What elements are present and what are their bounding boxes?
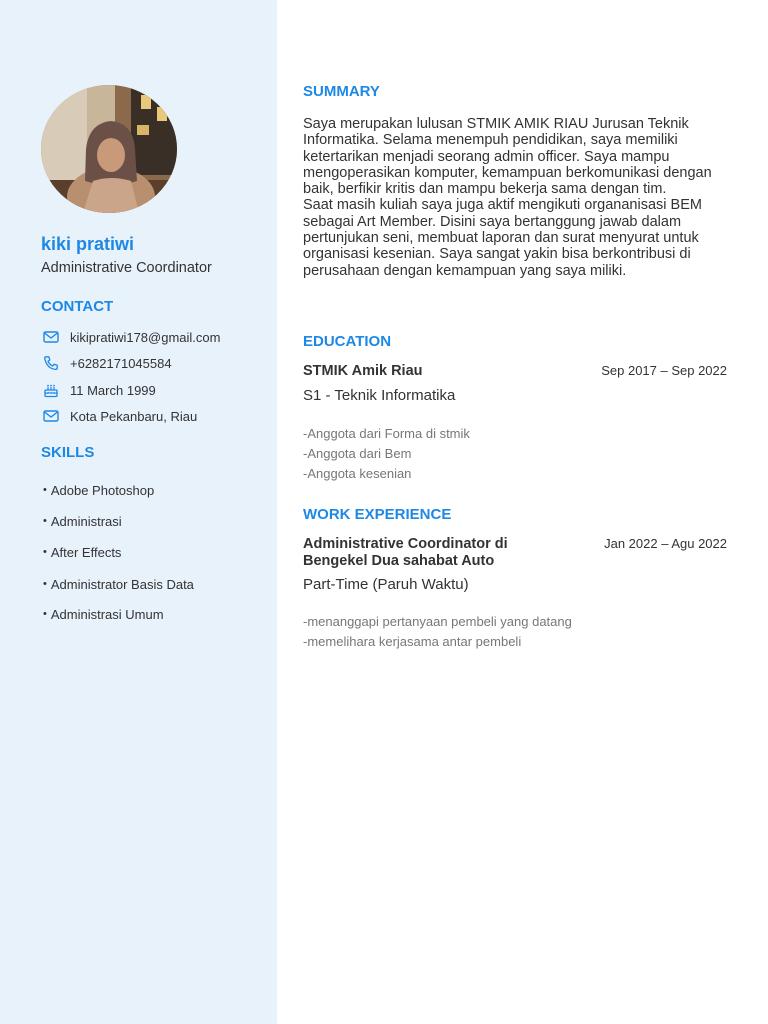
contact-email[interactable]	[43, 329, 220, 345]
contact-location	[43, 408, 197, 424]
summary-heading: SUMMARY	[303, 83, 380, 100]
work-detail: -menanggapi pertanyaan pembeli yang datang	[303, 614, 572, 629]
mail-icon	[43, 329, 59, 345]
mail-icon	[43, 408, 59, 424]
profile-name: kiki pratiwi	[41, 234, 135, 254]
summary-text	[303, 116, 728, 279]
contact-phone[interactable]	[43, 355, 172, 371]
education-heading: EDUCATION	[303, 333, 392, 350]
phone-icon	[43, 355, 59, 371]
education-dates: Sep 2017 – Sep 2022	[601, 363, 727, 378]
skill-item: • Administrator Basis Data	[43, 577, 194, 592]
education-detail: -Anggota kesenian	[303, 466, 412, 481]
profile-role: Administrative Coordinator	[41, 260, 212, 276]
summary-paragraph: Saat masih kuliah saya juga aktif mengikuti organanisasi BEM sebagai Art Member. Disini saya bertanggung jawab dalam pertunjukan seni, membuat laporan dan surat menyurat untuk organisasi kesenian. Saya sangat yakin bisa berkontribusi di perusahaan dengan kemampuan yang saya miliki.	[303, 197, 702, 279]
contact-birthday-text: 11 March 1999	[70, 382, 156, 398]
work-title-line: Administrative Coordinator di	[303, 536, 508, 552]
cake-icon	[43, 382, 59, 398]
work-title	[303, 536, 508, 569]
skill-item: • Administrasi Umum	[43, 607, 164, 622]
skills-heading: SKILLS	[41, 444, 95, 461]
summary-paragraph: Saya merupakan lulusan STMIK AMIK RIAU Jurusan Teknik Informatika. Selama menempuh pendidikan, saya memiliki ketertarikan menjadi seorang admin officer. Saya mampu mengoperasikan komputer, kemampuan berkomunikasi dengan baik, berfikir kritis dan mampu bekerja sama dengan tim.	[303, 116, 712, 198]
contact-location-text: Kota Pekanbaru, Riau	[70, 408, 198, 424]
skill-item: • Administrasi	[43, 514, 122, 529]
profile-photo	[41, 85, 177, 213]
education-detail: -Anggota dari Forma di stmik	[303, 426, 470, 441]
work-title-line: Bengekel Dua sahabat Auto	[303, 552, 495, 569]
skill-item: • Adobe Photoshop	[43, 483, 155, 498]
work-detail: -memelihara kerjasama antar pembeli	[303, 634, 522, 649]
contact-heading: CONTACT	[41, 298, 114, 315]
contact-birthday	[43, 382, 156, 398]
work-type: Part-Time (Paruh Waktu)	[303, 576, 469, 593]
education-detail: -Anggota dari Bem	[303, 446, 412, 461]
contact-phone-text: +6282171045584	[70, 355, 172, 371]
education-degree: S1 - Teknik Informatika	[303, 387, 456, 404]
education-school: STMIK Amik Riau	[303, 363, 423, 379]
work-dates: Jan 2022 – Agu 2022	[604, 536, 727, 551]
contact-email-text: kikipratiwi178@gmail.com	[70, 329, 221, 345]
skill-item: • After Effects	[43, 545, 122, 560]
work-heading: WORK EXPERIENCE	[303, 506, 452, 523]
